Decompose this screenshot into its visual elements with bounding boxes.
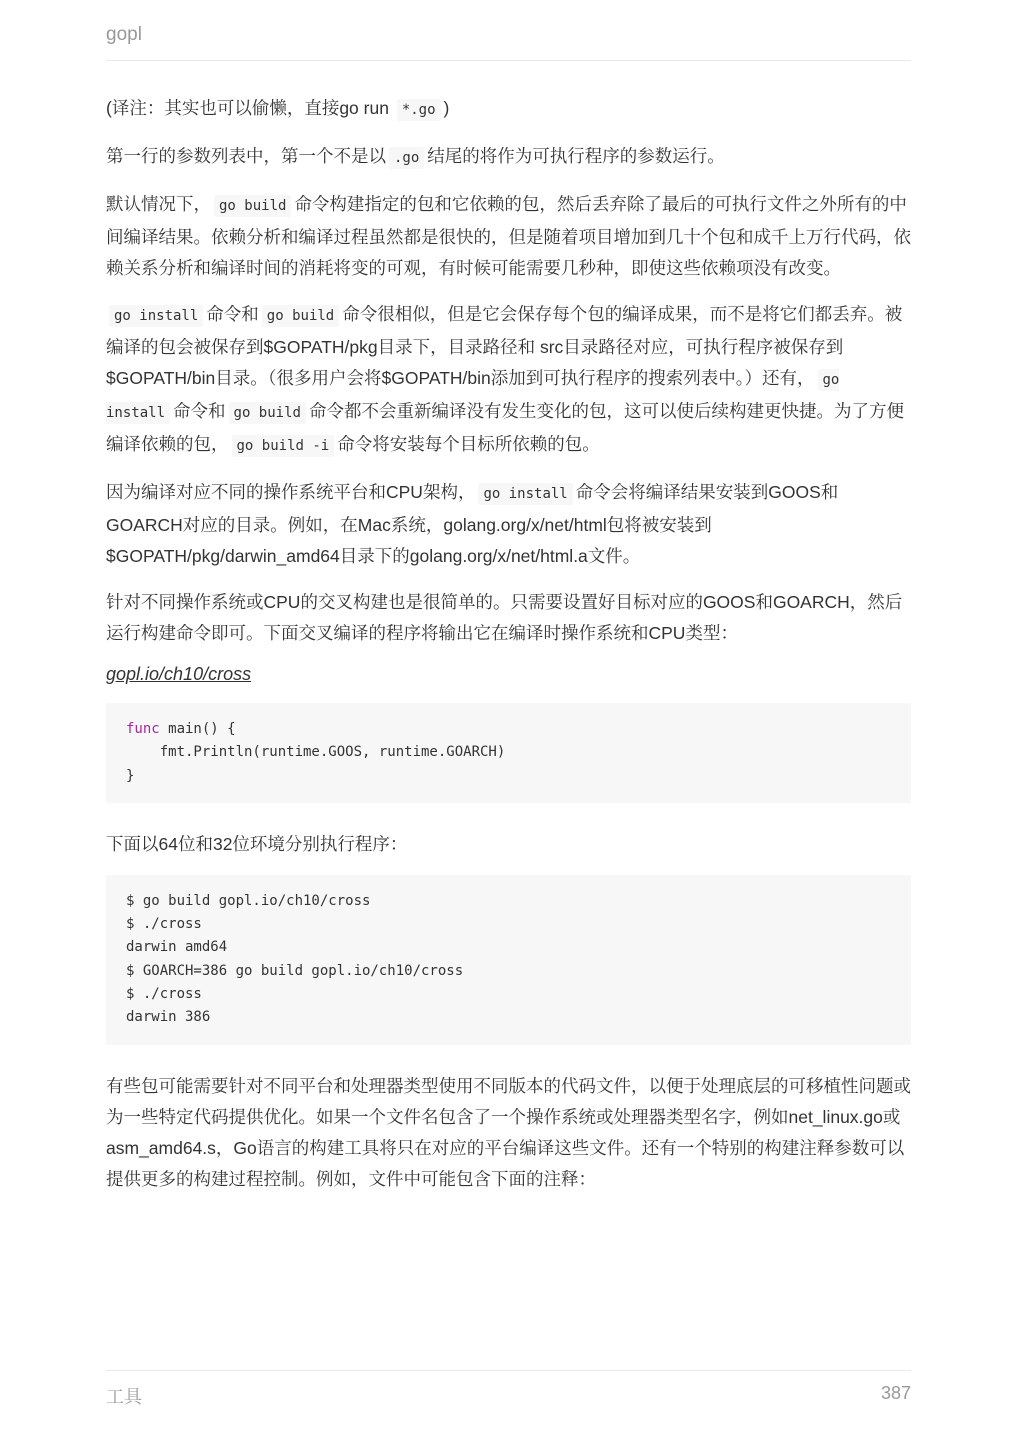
code-block-cross <box>106 703 911 803</box>
paragraph <box>106 299 911 462</box>
text-run: 命令将安装每个目标所依赖的包。 <box>337 434 600 454</box>
source-link[interactable]: gopl.io/ch10/cross <box>106 664 252 684</box>
inline-code: .go <box>389 147 424 169</box>
paragraph <box>106 587 911 649</box>
paragraph <box>106 189 911 284</box>
code-line: } <box>126 767 135 784</box>
code-keyword: func <box>126 721 160 737</box>
inline-code: go build -i <box>232 435 335 457</box>
text-run: ) <box>443 98 450 118</box>
inline-code: go build <box>214 195 291 217</box>
text-run: 第一行的参数列表中，第一个不是以 <box>106 146 386 166</box>
inline-code: *.go <box>397 99 441 121</box>
text-run: 针对不同操作系统或CPU的交叉构建也是很简单的。只需要设置好目标对应的GOOS和GOARCH，然后运行构建命令即可。下面交叉编译的程序将输出它在编译时操作系统和CPU类型： <box>106 592 903 643</box>
text-run: 命令和 <box>173 401 226 421</box>
page-footer <box>106 1370 911 1409</box>
text-run: 命令都不会重新编译没有发生变化的包，这可以使后续构建更快捷。为了方便编译依赖的包， <box>106 401 904 454</box>
inline-code: go build <box>229 402 306 424</box>
text-run: 命令很相似，但是它会保存每个包的编译成果，而不是将它们都丢弃。被编译的包会被保存到$GOPATH/pkg目录下，目录路径和 src目录路径对应，可执行程序被保存到$GOPATH/bin目录。（很多用户会将$GOPATH/bin添加到可执行程序的搜索列表中。）还有， <box>106 304 903 388</box>
inline-code: go build <box>262 305 339 327</box>
chapter-name: 工具 <box>106 1387 142 1407</box>
inline-code: go install <box>106 369 839 424</box>
paragraph: 下面以64位和32位环境分别执行程序： <box>106 833 408 854</box>
page-header <box>106 24 911 61</box>
text-run: 默认情况下， <box>106 194 211 214</box>
text-run: (译注：其实也可以偷懒，直接go run <box>106 98 394 118</box>
page-content <box>106 93 911 1210</box>
top-paragraphs <box>106 93 911 649</box>
code-line: main() { <box>159 721 236 737</box>
book-title: gopl <box>106 24 142 45</box>
inline-code: go install <box>109 305 203 327</box>
text-run: 因为编译对应不同的操作系统平台和CPU架构， <box>106 482 476 502</box>
code-line: fmt.Println(runtime.GOOS, runtime.GOARCH) <box>126 744 506 761</box>
inline-code: go install <box>478 483 572 505</box>
text-run: 命令和 <box>206 304 259 324</box>
page-number: 387 <box>880 1383 911 1403</box>
code-block-shell: $ go build gopl.io/ch10/cross $ ./cross darwin amd64 $ GOARCH=386 go build gopl.io/ch10/cross $ ./cross darwin 386 <box>106 875 911 1045</box>
paragraph: 有些包可能需要针对不同平台和处理器类型使用不同版本的代码文件，以便于处理底层的可移植性问题或为一些特定代码提供优化。如果一个文件名包含了一个操作系统或处理器类型名字，例如net_linux.go或asm_amd64.s，Go语言的构建工具将只在对应的平台编译这些文件。还有一个特别的构建注释参数可以提供更多的构建过程控制。例如，文件中可能包含下面的注释： <box>106 1075 911 1189</box>
paragraph <box>106 477 911 572</box>
paragraph <box>106 141 911 174</box>
text-run: 命令构建指定的包和它依赖的包，然后丢弃除了最后的可执行文件之外所有的中间编译结果。依赖分析和编译过程虽然都是很快的，但是随着项目增加到几十个包和成千上万行代码，依赖关系分析和编译时间的消耗将变的可观，有时候可能需要几秒种，即使这些依赖项没有改变。 <box>106 194 911 278</box>
text-run: 命令会将编译结果安装到GOOS和GOARCH对应的目录。例如，在Mac系统，golang.org/x/net/html包将被安装到$GOPATH/pkg/darwin_amd64目录下的golang.org/x/net/html.a文件。 <box>106 482 839 566</box>
text-run: 结尾的将作为可执行程序的参数运行。 <box>427 146 725 166</box>
paragraph <box>106 93 911 126</box>
